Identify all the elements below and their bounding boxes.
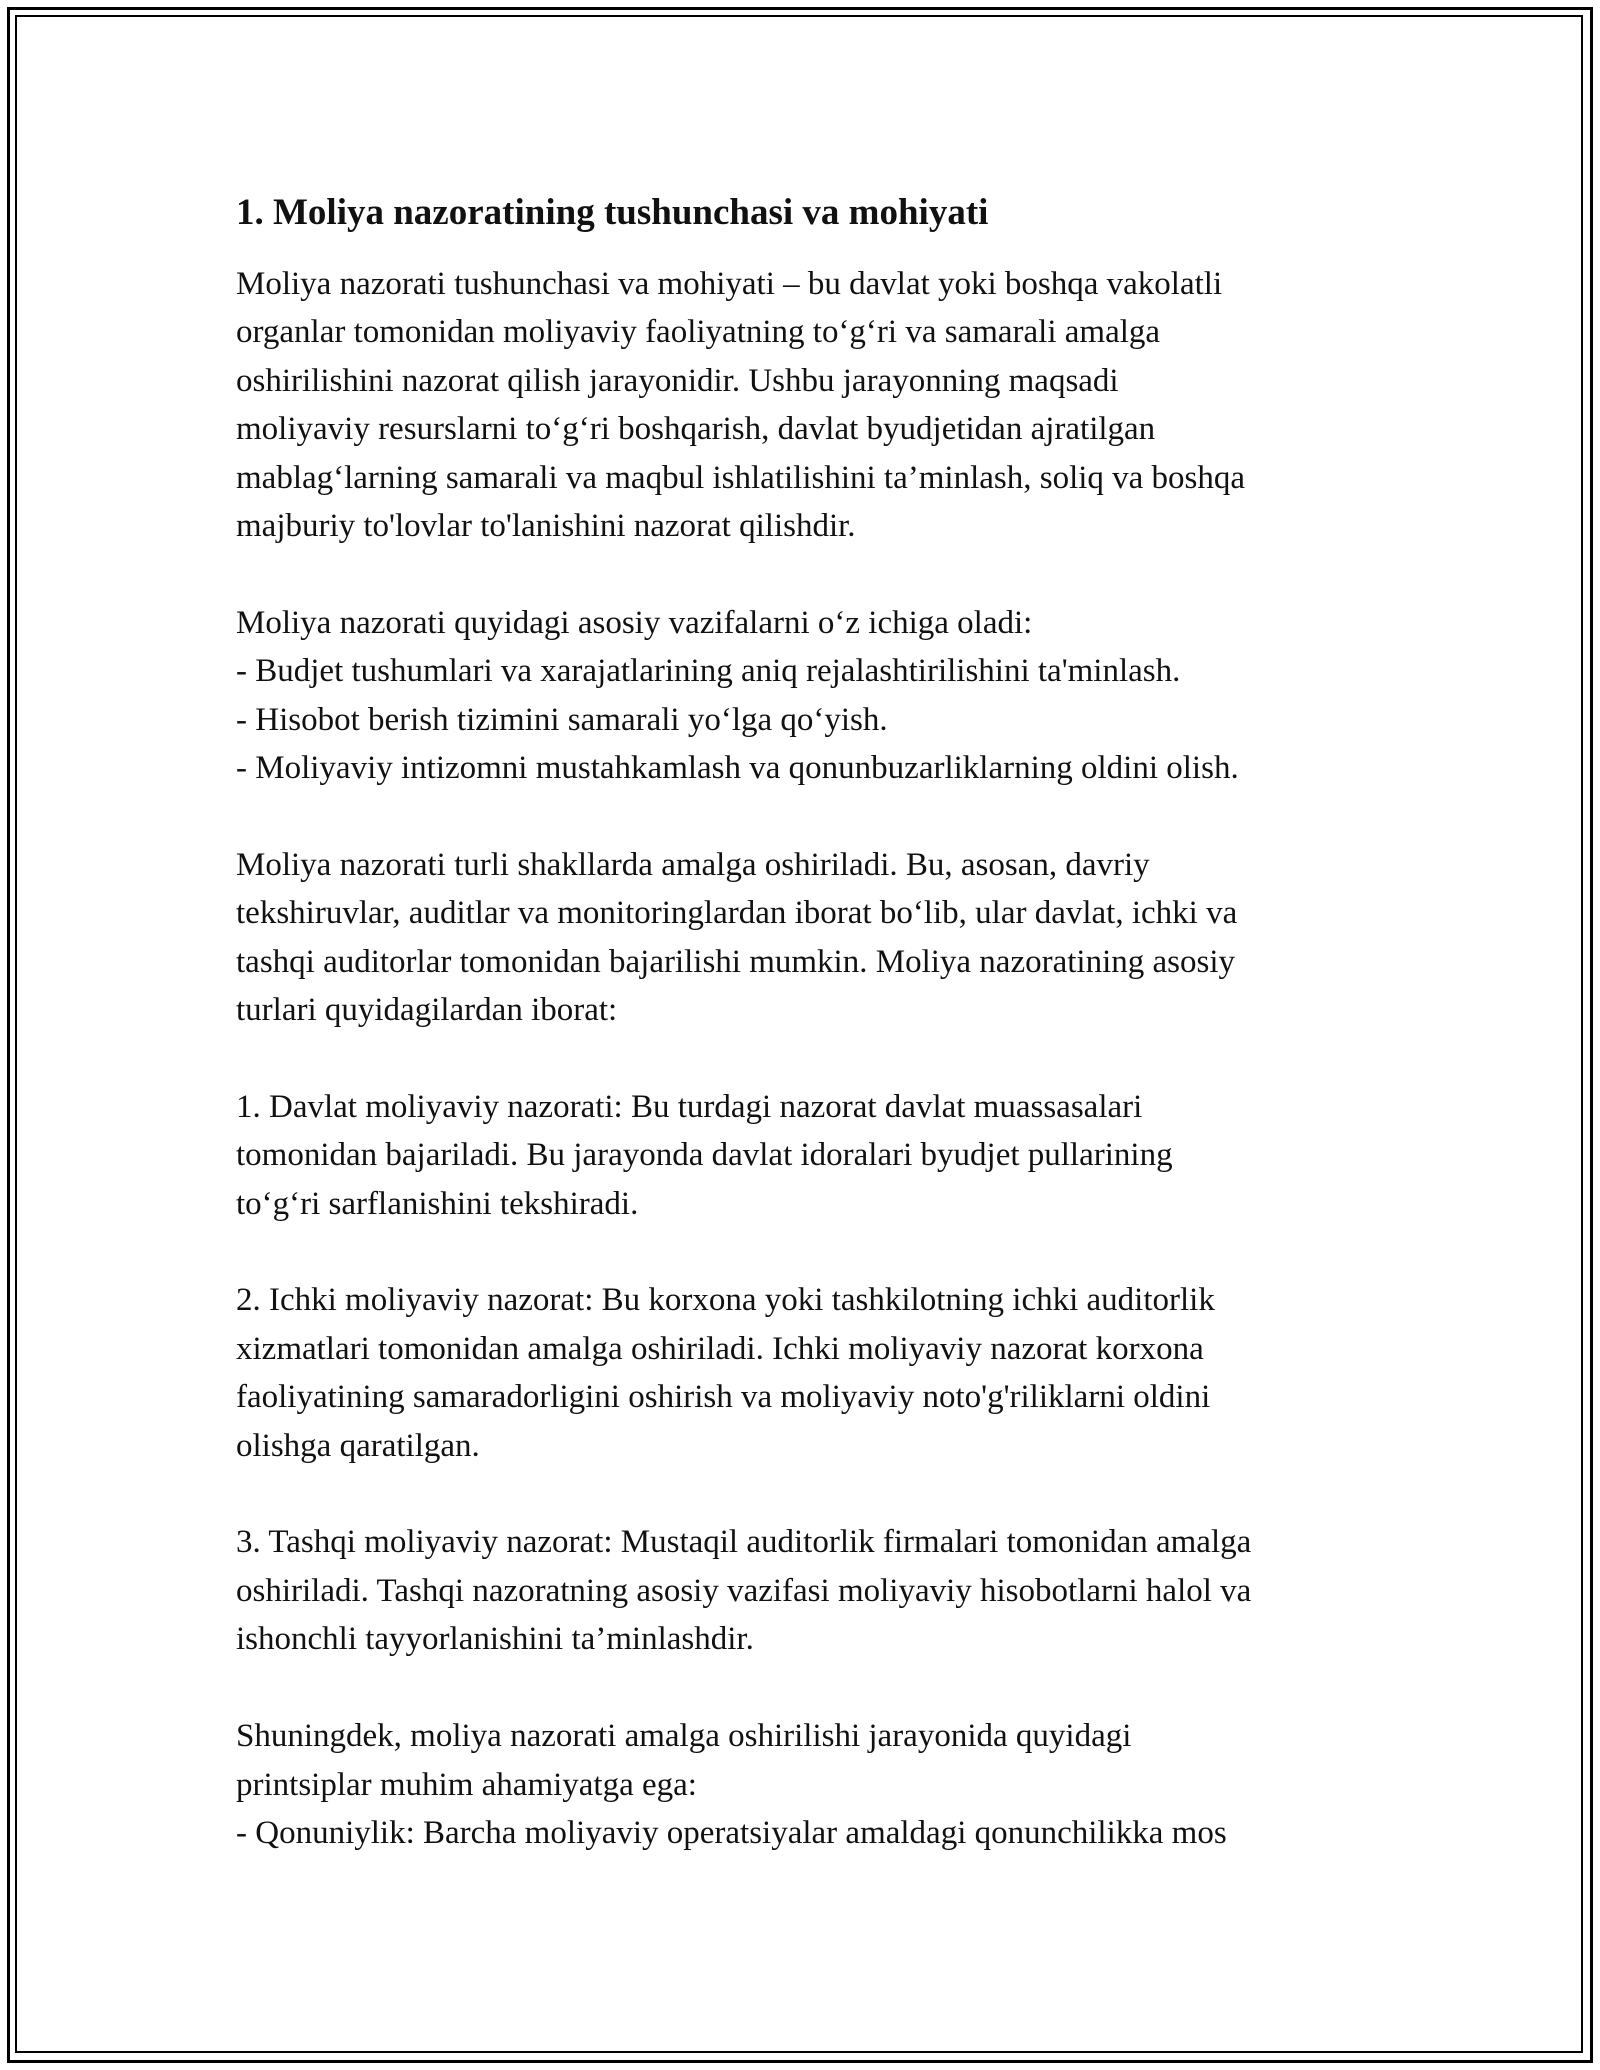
paragraph-state-control (236, 1083, 1406, 1228)
text-line: olishga qaratilgan. (236, 1427, 480, 1464)
paragraph-gap (236, 1034, 1406, 1082)
text-line: Moliya nazorati tushunchasi va mohiyati – bu davlat yoki boshqa vakolatli (236, 266, 1223, 302)
text-line: Moliya nazorati turli shakllarda amalga oshiriladi. Bu, asosan, davriy (236, 846, 1150, 883)
text-line: tekshiruvlar, auditlar va monitoringlardan iborat bo‘lib, ular davlat, ichki va (236, 895, 1238, 932)
text-line: Shuningdek, moliya nazorati amalga oshirilishi jarayonida quyidagi (236, 1718, 1132, 1755)
paragraph-tasks (236, 599, 1406, 793)
list-item: - Hisobot berish tizimini samarali yo‘lga qo‘yish. (236, 701, 888, 738)
paragraph-principles (236, 1712, 1406, 1857)
paragraph-external-control (236, 1518, 1406, 1663)
text-line: tomonidan bajariladi. Bu jarayonda davlat idoralari byudjet pullarining (236, 1137, 1173, 1174)
paragraph-forms (236, 841, 1406, 1035)
text-line: printsiplar muhim ahamiyatga ega: (236, 1766, 697, 1803)
text-line: organlar tomonidan moliyaviy faoliyatning to‘g‘ri va samarali amalga (236, 314, 1161, 351)
text-line: 1. Davlat moliyaviy nazorati: Bu turdagi nazorat davlat muassasalari (236, 1088, 1143, 1125)
paragraph-definition (236, 260, 1406, 550)
text-line: oshiriladi. Tashqi nazoratning asosiy vazifasi moliyaviy hisobotlarni halol va (236, 1572, 1252, 1609)
paragraph-gap (236, 1470, 1406, 1518)
paragraph-gap (236, 792, 1406, 840)
paragraph-gap (236, 550, 1406, 598)
text-line: oshirilishini nazorat qilish jarayonidir. Ushbu jarayonning maqsadi (236, 362, 1119, 399)
text-line: faoliyatining samaradorligini oshirish va moliyaviy noto'g'riliklarni oldini (236, 1379, 1211, 1416)
list-item: - Moliyaviy intizomni mustahkamlash va qonunbuzarliklarning oldini olish. (236, 750, 1239, 787)
text-line: 2. Ichki moliyaviy nazorat: Bu korxona yoki tashkilotning ichki auditorlik (236, 1282, 1215, 1319)
list-item: - Qonuniylik: Barcha moliyaviy operatsiyalar amaldagi qonunchilikka mos (236, 1814, 1227, 1851)
text-line: turlari quyidagilardan iborat: (236, 992, 618, 1029)
text-line: tashqi auditorlar tomonidan bajarilishi mumkin. Moliya nazoratining asosiy (236, 943, 1235, 980)
text-line: ishonchli tayyorlanishini ta’minlashdir. (236, 1621, 754, 1658)
text-line: mablag‘larning samarali va maqbul ishlatilishini ta’minlash, soliq va boshqa (236, 459, 1246, 496)
text-line: xizmatlari tomonidan amalga oshiriladi. Ichki moliyaviy nazorat korxona (236, 1330, 1204, 1367)
section-heading: 1. Moliya nazoratining tushunchasi va mohiyati (236, 192, 989, 233)
text-line: moliyaviy resurslarni to‘g‘ri boshqarish, davlat byudjetidan ajratilgan (236, 411, 1156, 448)
text-line: to‘g‘ri sarflanishini tekshiradi. (236, 1185, 639, 1222)
paragraph-gap (236, 1228, 1406, 1276)
text-line: 3. Tashqi moliyaviy nazorat: Mustaqil auditorlik firmalari tomonidan amalga (236, 1524, 1252, 1561)
text-line: Moliya nazorati quyidagi asosiy vazifalarni o‘z ichiga oladi: (236, 604, 1033, 641)
document-body (236, 186, 1406, 1857)
paragraph-internal-control (236, 1276, 1406, 1470)
text-line: majburiy to'lovlar to'lanishini nazorat qilishdir. (236, 508, 856, 545)
list-item: - Budjet tushumlari va xarajatlarining aniq rejalashtirilishini ta'minlash. (236, 653, 1181, 690)
paragraph-gap (236, 1664, 1406, 1712)
